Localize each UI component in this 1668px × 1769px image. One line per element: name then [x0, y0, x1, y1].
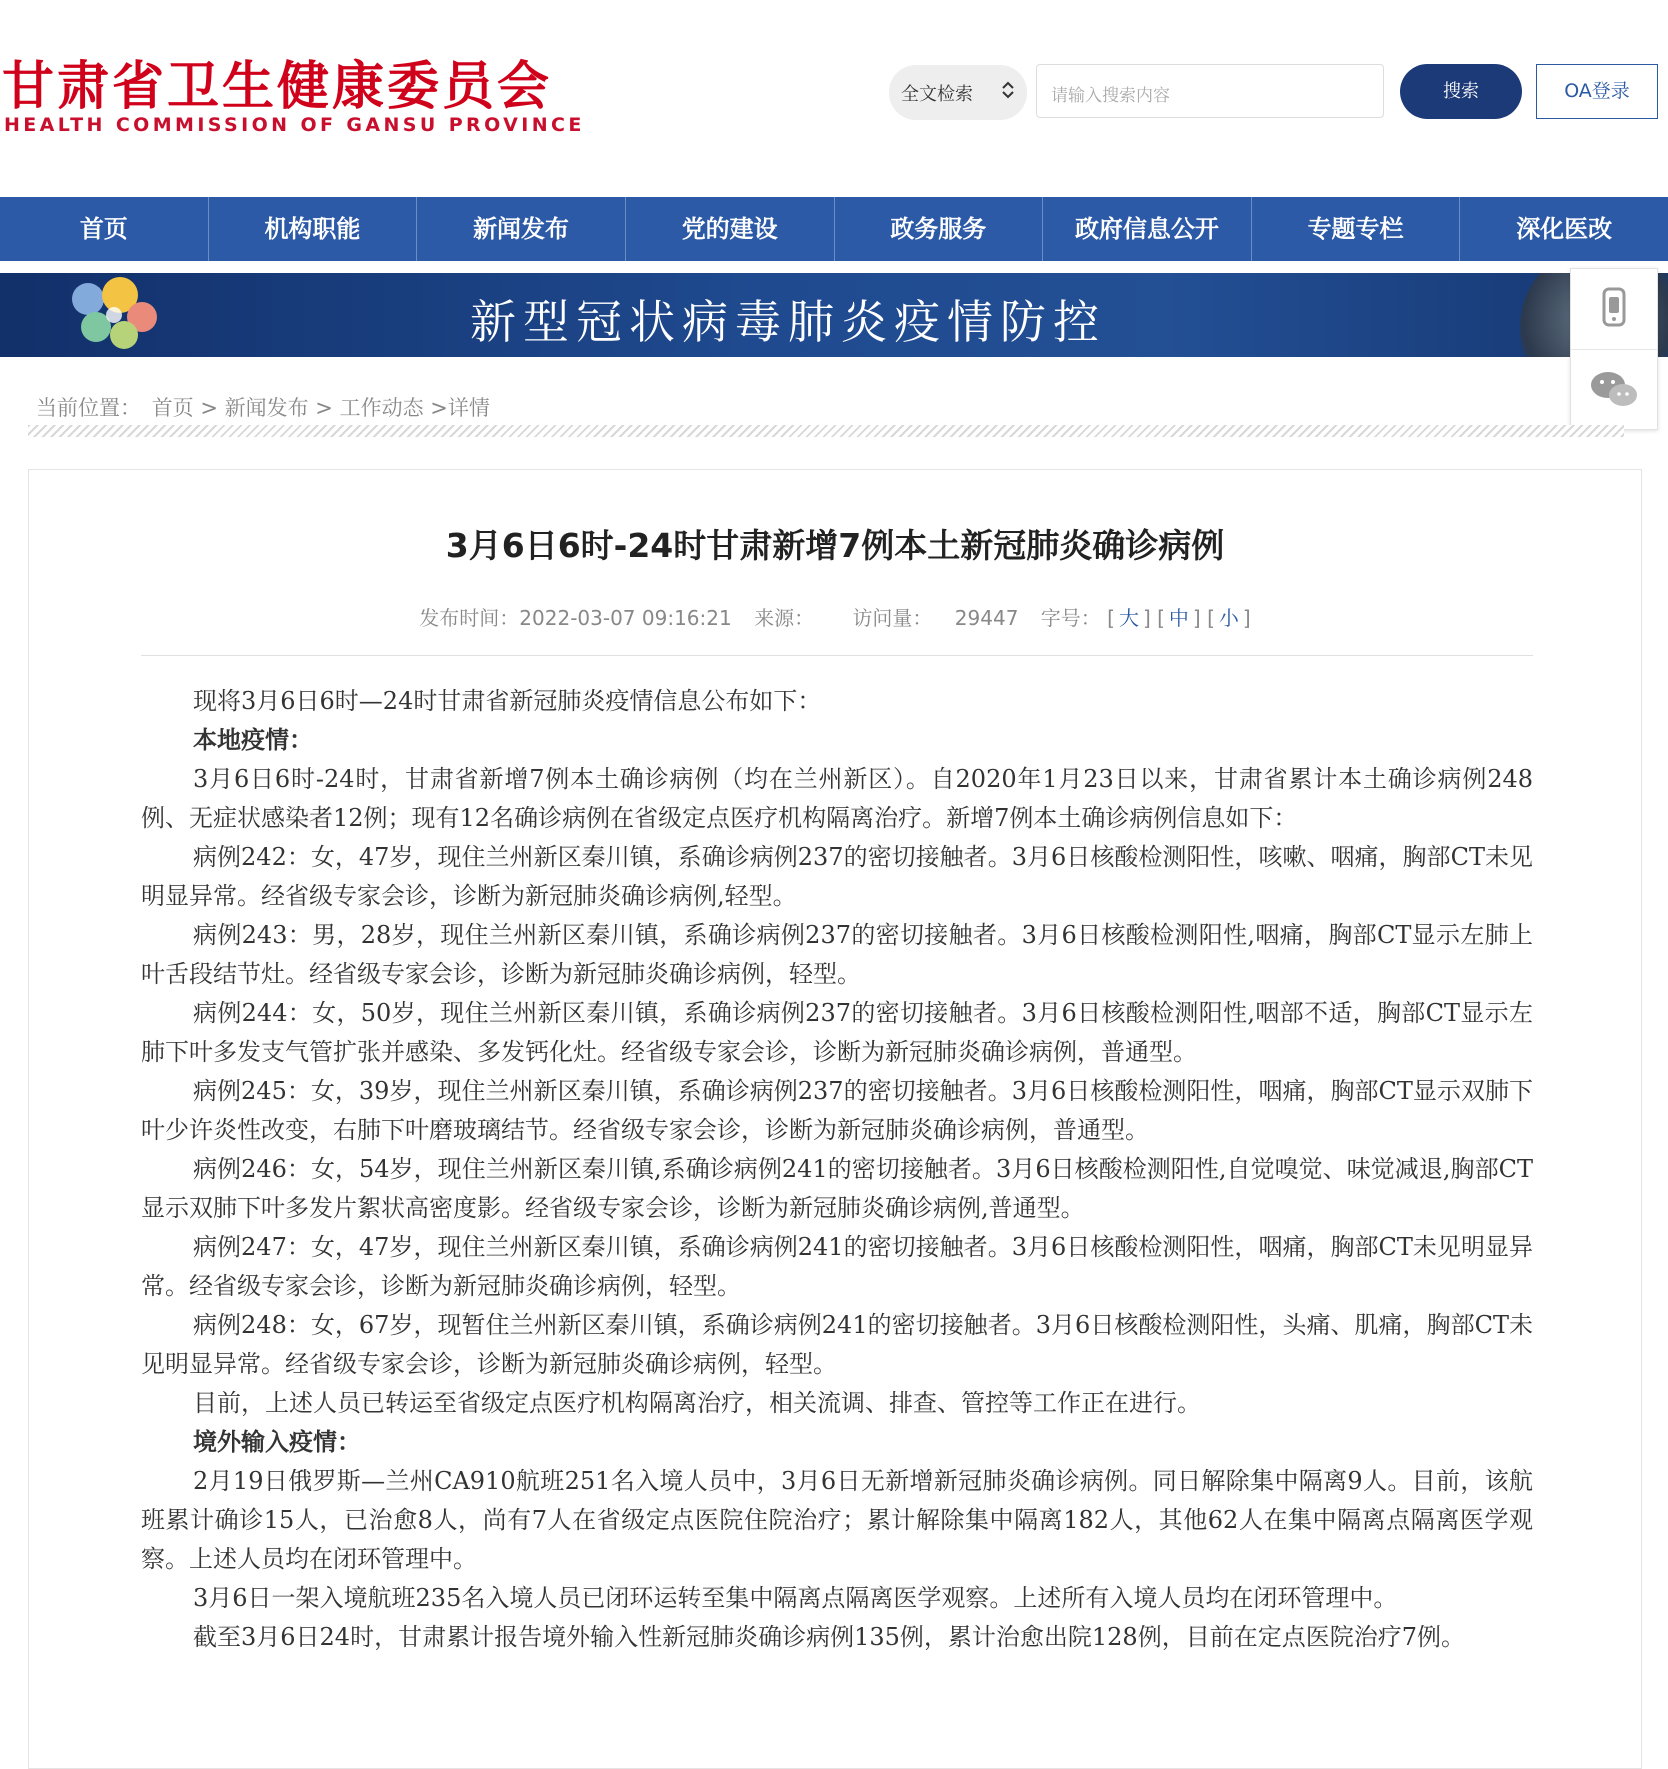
- wechat-button[interactable]: [1571, 349, 1657, 429]
- nav-item-home[interactable]: 首页: [0, 197, 209, 261]
- font-size-large-button[interactable]: 大: [1118, 606, 1139, 630]
- search-placeholder: 请输入搜索内容: [1051, 86, 1170, 106]
- search-button[interactable]: 搜索: [1400, 64, 1522, 119]
- wechat-icon: [1571, 349, 1657, 429]
- section-heading-imported: 境外输入疫情：: [193, 1428, 361, 1456]
- breadcrumb: [36, 392, 494, 422]
- article-paragraph: 病例247：女，47岁，现住兰州新区秦川镇，系确诊病例241的密切接触者。3月6日核酸检测阳性，咽痛，胸部CT未见明显异常。经省级专家会诊，诊断为新冠肺炎确诊病例，轻型。: [141, 1233, 1533, 1300]
- article-paragraph: 病例243：男，28岁，现住兰州新区秦川镇，系确诊病例237的密切接触者。3月6日核酸检测阳性,咽痛，胸部CT显示左肺上叶舌段结节灶。经省级专家会诊，诊断为新冠肺炎确诊病例，轻型。: [141, 921, 1533, 988]
- article-title: 3月6日6时-24时甘肃新增7例本土新冠肺炎确诊病例: [445, 526, 1225, 565]
- source-label: 来源：: [754, 606, 815, 630]
- article-paragraph: 截至3月6日24时，甘肃累计报告境外输入性新冠肺炎确诊病例135例，累计治愈出院128例，目前在定点医院治疗7例。: [193, 1623, 1465, 1651]
- breadcrumb-divider: [28, 425, 1624, 437]
- banner-title: 新型冠状病毒肺炎疫情防控: [470, 295, 1106, 349]
- mobile-phone-icon: [1571, 269, 1657, 349]
- select-arrows-icon: [1001, 78, 1015, 107]
- article-paragraph: 现将3月6日6时—24时甘肃省新冠肺炎疫情信息公布如下：: [193, 687, 822, 715]
- site-logo-en: HEALTH COMMISSION OF GANSU PROVINCE: [4, 114, 585, 136]
- publish-time: 发布时间：2022-03-07 09:16:21: [419, 606, 732, 630]
- font-size-label: 字号：: [1040, 606, 1101, 630]
- breadcrumb-path[interactable]: 首页 > 新闻发布 > 工作动态 >详情: [151, 396, 490, 420]
- nav-item-news[interactable]: 新闻发布: [417, 197, 626, 261]
- nav-item-topics[interactable]: 专题专栏: [1252, 197, 1461, 261]
- article-paragraph: 病例242：女，47岁，现住兰州新区秦川镇，系确诊病例237的密切接触者。3月6日核酸检测阳性，咳嗽、咽痛，胸部CT未见明显异常。经省级专家会诊，诊断为新冠肺炎确诊病例,轻型。: [141, 843, 1533, 910]
- article-meta: 发布时间：2022-03-07 09:16:21 来源： 访问量： 29447 字号： [ 大 ] [ 中 ] [ 小 ]: [419, 606, 1251, 630]
- article-paragraph: 3月6日一架入境航班235名入境人员已闭环运转至集中隔离点隔离医学观察。上述所有入境人员均在闭环管理中。: [193, 1584, 1398, 1612]
- mobile-version-button[interactable]: [1571, 269, 1657, 350]
- article-paragraph: 病例245：女，39岁，现住兰州新区秦川镇，系确诊病例237的密切接触者。3月6日核酸检测阳性，咽痛，胸部CT显示双肺下叶少许炎性改变，右肺下叶磨玻璃结节。经省级专家会诊，诊断为新冠肺炎确诊病例，普通型。: [141, 1077, 1533, 1144]
- nav-item-reform[interactable]: 深化医改: [1516, 215, 1613, 243]
- main-nav: [0, 197, 1668, 261]
- views-count: 29447: [954, 606, 1019, 630]
- section-heading-local: 本地疫情：: [193, 726, 313, 754]
- font-size-small-button[interactable]: 小: [1218, 606, 1239, 630]
- article-divider: [141, 655, 1533, 656]
- epidemic-banner[interactable]: [0, 273, 1668, 357]
- breadcrumb-label: 当前位置：: [36, 396, 141, 420]
- search-scope-label: 全文检索: [901, 84, 973, 105]
- nav-item-services[interactable]: 政务服务: [835, 197, 1044, 261]
- nav-item-disclosure[interactable]: 政府信息公开: [1043, 197, 1252, 261]
- views-label: 访问量：: [852, 606, 933, 630]
- article-container: [28, 469, 1642, 1769]
- banner-swirl-icon: [58, 277, 168, 355]
- article-paragraph: 病例246：女，54岁，现住兰州新区秦川镇,系确诊病例241的密切接触者。3月6日核酸检测阳性,自觉嗅觉、味觉减退,胸部CT显示双肺下叶多发片絮状高密度影。经省级专家会诊，诊断为新冠肺炎确诊病例,普通型。: [141, 1155, 1533, 1222]
- article-paragraph: 2月19日俄罗斯—兰州CA910航班251名入境人员中，3月6日无新增新冠肺炎确诊病例。同日解除集中隔离9人。目前，该航班累计确诊15人，已治愈8人，尚有7人在省级定点医院住院治疗；累计解除集中隔离182人，其他62人在集中隔离点隔离医学观察。上述人员均在闭环管理中。: [141, 1467, 1533, 1573]
- search-input[interactable]: [1036, 64, 1384, 118]
- article-body: [141, 682, 1533, 1657]
- site-logo-cn[interactable]: 甘肃省卫生健康委员会: [2, 57, 553, 117]
- nav-item-organization[interactable]: 机构职能: [209, 197, 418, 261]
- nav-item-party[interactable]: 党的建设: [626, 197, 835, 261]
- oa-login-button[interactable]: OA登录: [1536, 64, 1658, 119]
- article-paragraph: 目前，上述人员已转运至省级定点医疗机构隔离治疗，相关流调、排查、管控等工作正在进行。: [193, 1389, 1201, 1417]
- site-header: [0, 0, 1668, 197]
- article-paragraph: 病例248：女，67岁，现暂住兰州新区秦川镇，系确诊病例241的密切接触者。3月6日核酸检测阳性，头痛、肌痛，胸部CT未见明显异常。经省级专家会诊，诊断为新冠肺炎确诊病例，轻型。: [141, 1311, 1533, 1378]
- side-toolbar: [1570, 268, 1658, 430]
- font-size-medium-button[interactable]: 中: [1168, 606, 1189, 630]
- article-paragraph: 3月6日6时-24时，甘肃省新增7例本土确诊病例（均在兰州新区）。自2020年1月23日以来，甘肃省累计本土确诊病例248例、无症状感染者12例；现有12名确诊病例在省级定点医疗机构隔离治疗。新增7例本土确诊病例信息如下：: [141, 765, 1533, 832]
- article-paragraph: 病例244：女，50岁，现住兰州新区秦川镇，系确诊病例237的密切接触者。3月6日核酸检测阳性,咽部不适，胸部CT显示左肺下叶多发支气管扩张并感染、多发钙化灶。经省级专家会诊，诊断为新冠肺炎确诊病例，普通型。: [141, 999, 1533, 1066]
- search-scope-select[interactable]: [889, 65, 1027, 120]
